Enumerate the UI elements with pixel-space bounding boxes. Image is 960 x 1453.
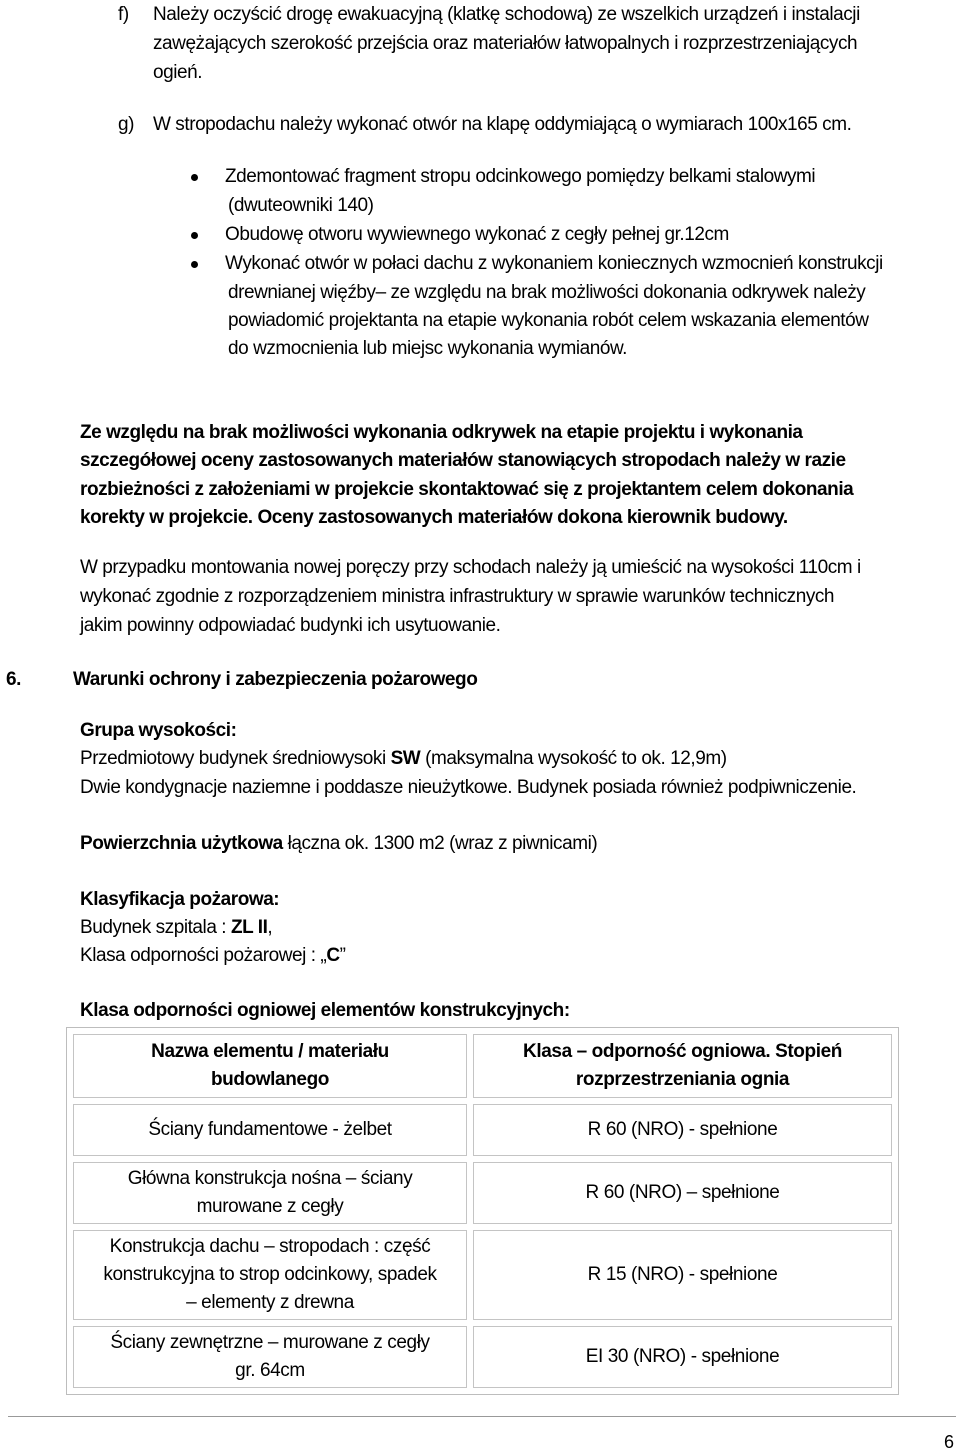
classification-label: Klasyfikacja pożarowa: [80, 889, 280, 910]
bold-paragraph-line-1: Ze względu na brak możliwości wykonania odkrywek na etapie projektu i wykonania [80, 422, 803, 443]
bold-paragraph-line-4: korekty w projekcie. Oceny zastosowanych materiałów dokona kierownik budowy. [80, 507, 788, 528]
railing-paragraph-line-2: wykonać zgodnie z rozporządzeniem ministra infrastruktury w sprawie warunków technicznych [80, 586, 835, 607]
classification-line-2: Klasa odporności pożarowej : „C” [80, 945, 346, 966]
height-group-line-2: Dwie kondygnacje naziemne i poddasze nieużytkowe. Budynek posiada również podpiwniczenie. [80, 777, 857, 798]
cell-class: EI 30 (NRO) - spełnione [473, 1326, 892, 1388]
item-f-line-3: ogień. [153, 62, 203, 83]
header-class: Klasa – odporność ogniowa. Stopień rozprzestrzeniania ognia [473, 1034, 892, 1098]
table-row [73, 1326, 892, 1388]
item-f-line-1: Należy oczyścić drogę ewakuacyjną (klatkę schodową) ze wszelkich urządzeń i instalacji [153, 4, 860, 25]
height-group-label: Grupa wysokości: [80, 720, 237, 741]
item-f-line-2: zawężających szerokość przejścia oraz materiałów łatwopalnych i rozprzestrzeniających [153, 33, 858, 54]
height-group-line-1: Przedmiotowy budynek średniowysoki SW (maksymalna wysokość to ok. 12,9m) [80, 748, 727, 769]
table-row [73, 1104, 892, 1156]
bullet-1-line-2: (dwuteowniki 140) [228, 195, 374, 216]
item-g-text: W stropodachu należy wykonać otwór na klapę oddymiającą o wymiarach 100x165 cm. [153, 114, 852, 135]
railing-paragraph-line-3: jakim powinny odpowiadać budynki ich usytuowanie. [80, 615, 501, 636]
fire-resistance-table [66, 1027, 899, 1395]
list-marker-f: f) [118, 4, 129, 25]
footer-divider [8, 1416, 956, 1417]
page-number: 6 [943, 1432, 954, 1452]
cell-class: R 60 (NRO) – spełnione [473, 1162, 892, 1224]
cell-class: R 60 (NRO) - spełnione [473, 1104, 892, 1156]
bullet-dot [191, 174, 198, 181]
table-row [73, 1162, 892, 1224]
cell-element: Główna konstrukcja nośna – ściany murowane z cegły [73, 1162, 467, 1224]
cell-class: R 15 (NRO) - spełnione [473, 1230, 892, 1320]
section-number: 6. [6, 669, 21, 690]
bullet-3-line-1: Wykonać otwór w połaci dachu z wykonaniem koniecznych wzmocnień konstrukcji [225, 253, 883, 274]
header-element: Nazwa elementu / materiału budowlanego [73, 1034, 467, 1098]
bullet-dot [191, 232, 198, 239]
table-row [73, 1230, 892, 1320]
usable-area-line: Powierzchnia użytkowa łączna ok. 1300 m2 (wraz z piwnicami) [80, 833, 598, 854]
bullet-3-line-2: drewnianej więźby– ze względu na brak możliwości dokonania odkrywek należy [228, 282, 866, 303]
bullet-dot [191, 261, 198, 268]
bullet-1-line-1: Zdemontować fragment stropu odcinkowego pomiędzy belkami stalowymi [225, 166, 816, 187]
classification-line-1: Budynek szpitala : ZL II, [80, 917, 273, 938]
bullet-2-line-1: Obudowę otworu wywiewnego wykonać z cegły pełnej gr.12cm [225, 224, 729, 245]
cell-element: Konstrukcja dachu – stropodach : część konstrukcyjna to strop odcinkowy, spadek – elementy z drewna [73, 1230, 467, 1320]
table-header-row [73, 1034, 892, 1098]
section-title: Warunki ochrony i zabezpieczenia pożarowego [73, 669, 478, 690]
bullet-3-line-4: do wzmocnienia lub miejsc wykonania wymianów. [228, 338, 627, 359]
bold-paragraph-line-2: szczegółowej oceny zastosowanych materiałów stanowiących stropodach należy w razie [80, 450, 846, 471]
cell-element: Ściany fundamentowe - żelbet [73, 1104, 467, 1156]
bullet-3-line-3: powiadomić projektanta na etapie wykonania robót celem wskazania elementów [228, 310, 869, 331]
bold-paragraph-line-3: rozbieżności z założeniami w projekcie skontaktować się z projektantem celem dokonania [80, 479, 854, 500]
list-marker-g: g) [118, 114, 134, 135]
cell-element: Ściany zewnętrzne – murowane z cegły gr. 64cm [73, 1326, 467, 1388]
fire-resistance-heading: Klasa odporności ogniowej elementów konstrukcyjnych: [80, 1000, 570, 1021]
railing-paragraph-line-1: W przypadku montowania nowej poręczy przy schodach należy ją umieścić na wysokości 110cm i [80, 557, 861, 578]
